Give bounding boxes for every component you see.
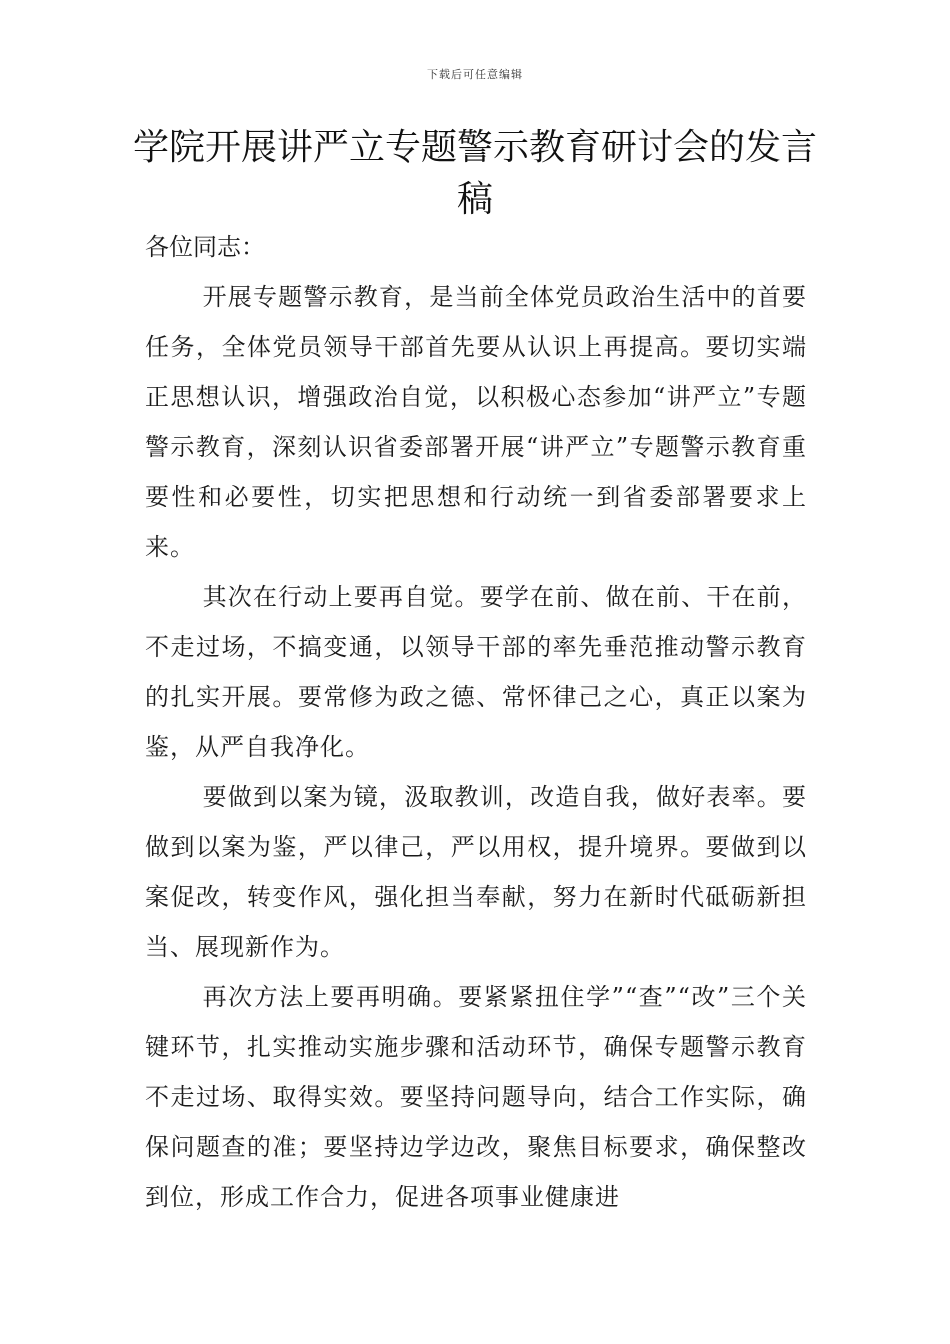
paragraph-1: 开展专题警示教育，是当前全体党员政治生活中的首要任务，全体党员领导干部首先要从认识上再提高。要切实端正思想认识，增强政治自觉，以积极心态参加“讲严立”专题警示教育，深刻认识省委部署开展“讲严立”专题警示教育重要性和必要性，切实把思想和行动统一到省委部署要求上来。 — [145, 283, 807, 561]
paragraph-2: 其次在行动上要再自觉。要学在前、做在前、干在前，不走过场，不搞变通，以领导干部的率先垂范推动警示教育的扎实开展。要常修为政之德、常怀律己之心，真正以案为鉴，从严自我净化。 — [145, 583, 807, 761]
paragraph-4: 再次方法上要再明确。要紧紧扭住学”“查”“改”三个关键环节，扎实推动实施步骤和活动环节，确保专题警示教育不走过场、取得实效。要坚持问题导向，结合工作实际，确保问题查的准；要坚持边学边改，聚焦目标要求，确保整改到位，形成工作合力，促进各项事业健康进 — [145, 983, 807, 1211]
paragraph-3: 要做到以案为镜，汲取教训，改造自我，做好表率。要做到以案为鉴，严以律己，严以用权，提升境界。要做到以案促改，转变作风，强化担当奉献，努力在新时代砥砺新担当、展现新作为。 — [145, 783, 807, 961]
salutation: 各位同志： — [145, 233, 265, 261]
header-note: 下载后可任意编辑 — [427, 68, 523, 81]
document-body — [145, 222, 807, 1222]
document-title: 学院开展讲严立专题警示教育研讨会的发言稿 — [132, 127, 817, 220]
